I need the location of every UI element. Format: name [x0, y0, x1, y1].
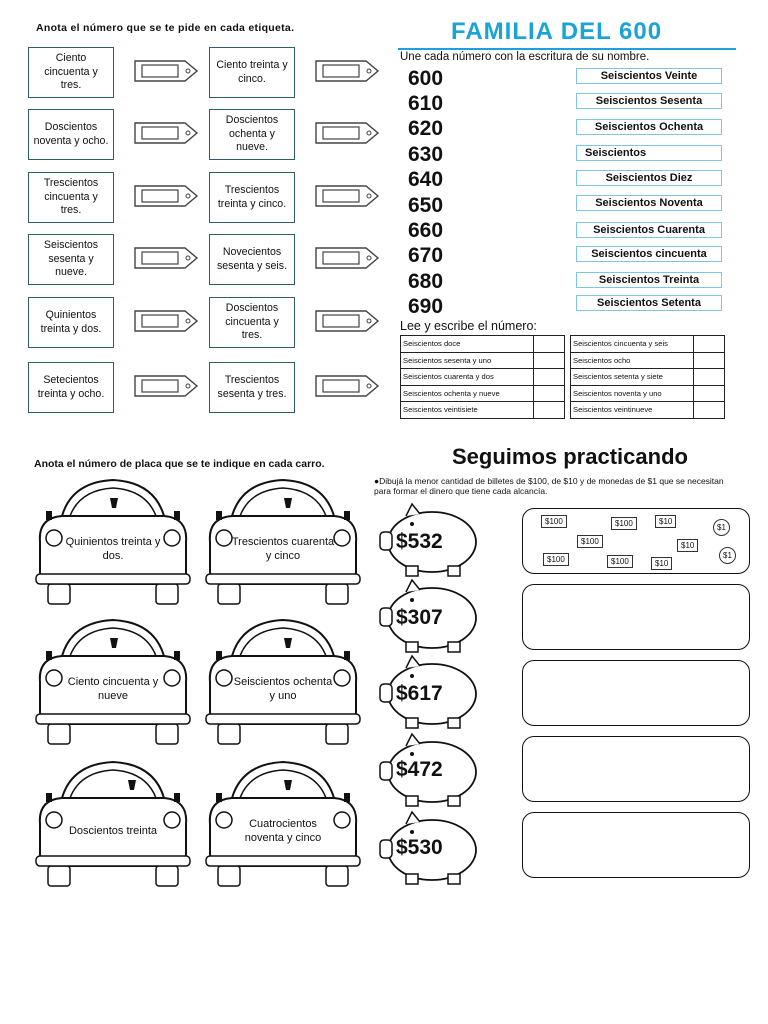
tag-icon[interactable] [314, 245, 380, 271]
table-cell: Seiscientos ochenta y nueve [401, 385, 534, 402]
tag-icon[interactable] [133, 58, 199, 84]
car [32, 758, 194, 894]
table-cell: Seiscientos noventa y uno [571, 385, 694, 402]
table-cell: Seiscientos ocho [571, 352, 694, 369]
tag-icon[interactable] [314, 373, 380, 399]
read-write-table-left [400, 335, 565, 419]
car [32, 616, 194, 752]
coin: $1 [719, 547, 736, 564]
table-cell: Seiscientos doce [401, 336, 534, 353]
label-prompt: Doscientos noventa y ocho. [28, 109, 114, 160]
title-divider [398, 48, 736, 50]
plate-text: Trescientos cuarenta y cinco [231, 536, 335, 562]
name-option[interactable]: Seiscientos Cuarenta [576, 222, 722, 238]
labels-instruction: Anota el número que se te pide en cada etiqueta. [36, 22, 295, 34]
number-label: 650 [408, 194, 444, 217]
car [202, 476, 364, 612]
answer-cell[interactable] [534, 402, 565, 419]
number-label: 670 [408, 244, 444, 267]
piggy-amount: $307 [396, 606, 443, 629]
bill: $100 [541, 515, 567, 528]
plate-text: Quinientos treinta y dos. [65, 536, 161, 562]
table-cell: Seiscientos setenta y siete [571, 369, 694, 386]
plate-text: Ciento cincuenta y nueve [67, 676, 159, 702]
tag-icon[interactable] [133, 308, 199, 334]
answer-cell[interactable] [534, 385, 565, 402]
label-prompt: Seiscientos sesenta y nueve. [28, 234, 114, 285]
piggy-amount: $532 [396, 530, 443, 553]
name-option[interactable]: Seiscientos cincuenta [576, 246, 722, 262]
name-option[interactable]: Seiscientos Ochenta [576, 119, 722, 135]
practice-instruction: ●Dibujá la menor cantidad de billetes de $100, de $10 y de monedas de $1 que se necesitan para formar el dinero que tiene cada alcancía. [374, 476, 724, 496]
name-option[interactable]: Seiscientos Treinta [576, 272, 722, 288]
answer-box[interactable] [522, 584, 750, 650]
bill: $100 [607, 555, 633, 568]
label-prompt: Setecientos treinta y ocho. [28, 362, 114, 413]
name-option[interactable]: Seiscientos Setenta [576, 295, 722, 311]
bill: $100 [543, 553, 569, 566]
labels-section [26, 14, 388, 432]
piggy-amount: $530 [396, 836, 443, 859]
label-prompt: Doscientos ochenta y nueve. [209, 109, 295, 160]
plate-text: Seiscientos ochenta y uno [233, 676, 333, 702]
label-prompt: Trescientos treinta y cinco. [209, 172, 295, 223]
number-label: 690 [408, 295, 444, 318]
label-prompt: Doscientos cincuenta y tres. [209, 297, 295, 348]
answer-box[interactable] [522, 660, 750, 726]
number-label: 600 [408, 67, 444, 90]
tag-icon[interactable] [314, 120, 380, 146]
name-option[interactable]: Seiscientos [576, 145, 722, 161]
name-option[interactable]: Seiscientos Diez [576, 170, 722, 186]
table-cell: Seiscientos cuarenta y dos [401, 369, 534, 386]
answer-cell[interactable] [534, 336, 565, 353]
car [202, 616, 364, 752]
answer-cell[interactable] [694, 402, 725, 419]
name-option[interactable]: Seiscientos Sesenta [576, 93, 722, 109]
name-option[interactable]: Seiscientos Veinte [576, 68, 722, 84]
answer-box[interactable] [522, 736, 750, 802]
familia-title: FAMILIA DEL 600 [451, 18, 663, 45]
piggy-amount: $617 [396, 682, 443, 705]
number-label: 620 [408, 117, 444, 140]
bill: $10 [677, 539, 698, 552]
bill: $10 [651, 557, 672, 570]
familia-subtitle: Une cada número con la escritura de su nombre. [400, 51, 650, 63]
label-prompt: Trescientos sesenta y tres. [209, 362, 295, 413]
tag-icon[interactable] [133, 183, 199, 209]
example-answer-box [522, 508, 750, 574]
cars-instruction: Anota el número de placa que se te indique en cada carro. [34, 458, 325, 470]
practice-section [370, 440, 760, 900]
label-prompt: Novecientos sesenta y seis. [209, 234, 295, 285]
tag-icon[interactable] [133, 245, 199, 271]
read-write-label: Lee y escribe el número: [400, 319, 537, 333]
plate-text: Cuatrocientos noventa y cinco [244, 818, 322, 844]
number-label: 680 [408, 270, 444, 293]
car [32, 476, 194, 612]
table-cell: Seiscientos sesenta y uno [401, 352, 534, 369]
tag-icon[interactable] [314, 183, 380, 209]
car [202, 758, 364, 894]
bill: $100 [577, 535, 603, 548]
piggy-amount: $472 [396, 758, 443, 781]
practice-title: Seguimos practicando [452, 444, 688, 469]
bill: $10 [655, 515, 676, 528]
coin: $1 [713, 519, 730, 536]
number-label: 660 [408, 219, 444, 242]
label-prompt: Quinientos treinta y dos. [28, 297, 114, 348]
familia-600-section [398, 12, 736, 432]
answer-cell[interactable] [534, 369, 565, 386]
answer-cell[interactable] [694, 336, 725, 353]
answer-cell[interactable] [694, 385, 725, 402]
plate-text: Doscientos treinta [68, 825, 158, 837]
read-write-table-right [570, 335, 725, 419]
label-prompt: Ciento cincuenta y tres. [28, 47, 114, 98]
answer-cell[interactable] [694, 352, 725, 369]
number-label: 610 [408, 92, 444, 115]
table-cell: Seiscientos veintinueve [571, 402, 694, 419]
number-label: 630 [408, 143, 444, 166]
table-cell: Seiscientos cincuenta y seis [571, 336, 694, 353]
name-option[interactable]: Seiscientos Noventa [576, 195, 722, 211]
tag-icon[interactable] [314, 58, 380, 84]
table-cell: Seiscientos veintisiete [401, 402, 534, 419]
cars-section [26, 448, 374, 898]
tag-icon[interactable] [314, 308, 380, 334]
label-prompt: Ciento treinta y cinco. [209, 47, 295, 98]
bill: $100 [611, 517, 637, 530]
answer-cell[interactable] [694, 369, 725, 386]
tag-icon[interactable] [133, 120, 199, 146]
answer-cell[interactable] [534, 352, 565, 369]
answer-box[interactable] [522, 812, 750, 878]
tag-icon[interactable] [133, 373, 199, 399]
number-label: 640 [408, 168, 444, 191]
label-prompt: Trescientos cincuenta y tres. [28, 172, 114, 223]
